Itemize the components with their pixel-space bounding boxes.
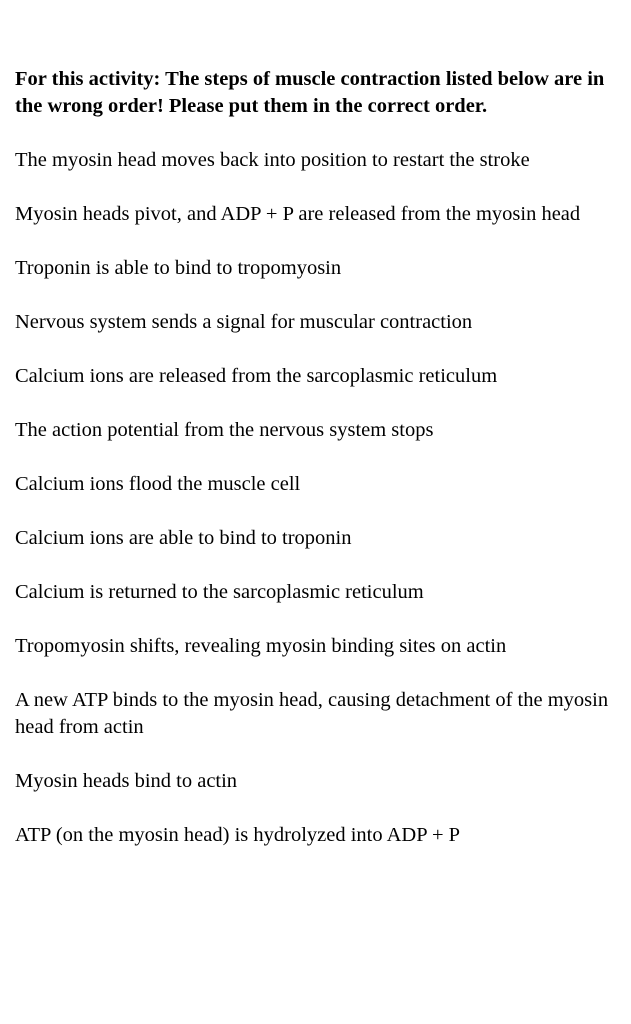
step-item: Nervous system sends a signal for muscular contraction [15, 311, 473, 333]
step-item: Myosin heads bind to actin [15, 770, 238, 792]
step-item: ATP (on the myosin head) is hydrolyzed into ADP + P [15, 824, 461, 846]
step-item: The action potential from the nervous system stops [15, 419, 434, 441]
step-item: Calcium is returned to the sarcoplasmic reticulum [15, 581, 424, 603]
step-item: Calcium ions flood the muscle cell [15, 473, 301, 495]
step-item: Calcium ions are able to bind to troponin [15, 527, 352, 549]
step-item: Troponin is able to bind to tropomyosin [15, 257, 342, 279]
step-item: A new ATP binds to the myosin head, causing detachment of the myosin head from actin [15, 689, 609, 738]
step-item: Calcium ions are released from the sarcoplasmic reticulum [15, 365, 498, 387]
step-item: Tropomyosin shifts, revealing myosin binding sites on actin [15, 635, 507, 657]
activity-instructions: For this activity: The steps of muscle contraction listed below are in the wrong order! Please put them in the correct order. [15, 68, 605, 117]
step-list [15, 147, 615, 849]
document-page [15, 66, 615, 876]
step-item: The myosin head moves back into position to restart the stroke [15, 149, 530, 171]
step-item: Myosin heads pivot, and ADP + P are released from the myosin head [15, 203, 581, 225]
